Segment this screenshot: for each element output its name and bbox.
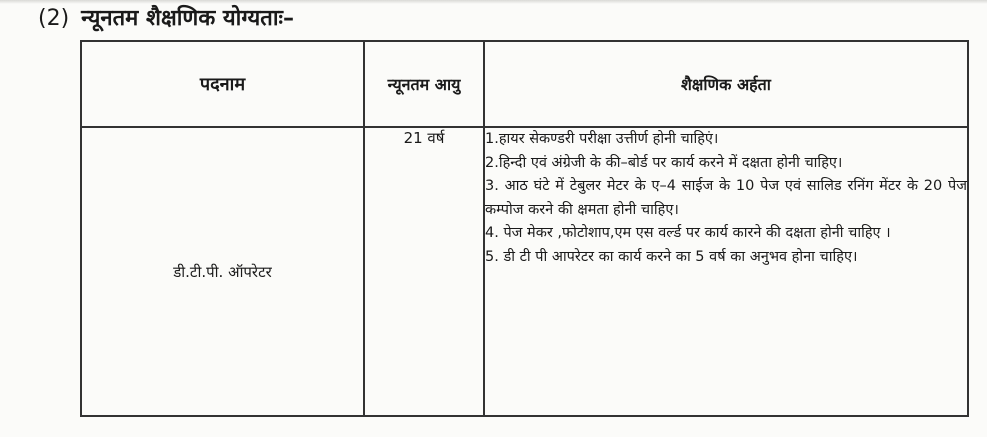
requirements-cell (484, 127, 968, 416)
header-post: पदनाम (81, 41, 364, 127)
header-min-age: न्यूनतम आयु (364, 41, 484, 127)
table-header-row (81, 41, 968, 127)
section-title: न्यूनतम शैक्षणिक योग्यताः– (81, 6, 294, 31)
section-number: (2) (38, 6, 70, 31)
requirement-item: 5. डी टी पी आपरेटर का कार्य करने का 5 वर्ष का अनुभव होना चाहिए। (485, 248, 858, 265)
section-heading (38, 4, 294, 34)
post-name: डी.टी.पी. ऑपरेटर (81, 127, 364, 416)
qualification-table (80, 40, 969, 417)
requirement-item: 2.हिन्दी एवं अंग्रेजी के की–बोर्ड पर कार्य करने में दक्षता होनी चाहिए। (485, 154, 843, 171)
min-age-value: 21 वर्ष (364, 127, 484, 416)
requirement-item: 4. पेज मेकर ,फोटोशाप,एम एस वर्ल्ड पर कार्य कारने की दक्षता होनी चाहिए । (485, 225, 891, 241)
table-row (81, 127, 968, 416)
requirement-item: 3. आठ घंटे में टेबुलर मेटर के ए–4 साईज के 10 पेज एवं सालिड रनिंग मेंटर के 20 पेज कम्पोज करने की क्षमता होनी चाहिए। (485, 178, 967, 218)
requirement-item: 1.हायर सेकण्डरी परीक्षा उत्तीर्ण होनी चाहिएं। (485, 131, 719, 147)
header-qualification: शैक्षणिक अर्हता (484, 41, 968, 127)
